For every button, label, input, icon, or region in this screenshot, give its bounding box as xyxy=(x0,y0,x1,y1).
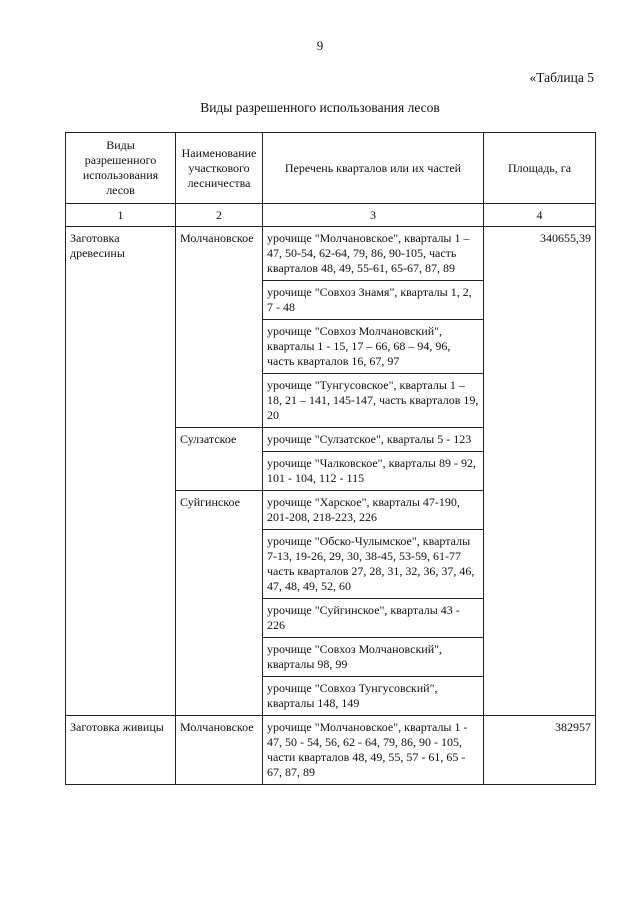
quarters-cell: урочище "Молчановское", кварталы 1 – 47, 50-54, 62-64, 79, 86, 90-105, часть кварталов 48, 49, 55-61, 65-67, 87, 89 xyxy=(263,227,484,281)
quarters-cell: урочище "Обско-Чулымское", кварталы 7-13, 19-26, 29, 30, 38-45, 53-59, 61-77 часть кварталов 27, 28, 31, 32, 36, 37, 46, 47, 48, 49, 52, 60 xyxy=(263,530,484,599)
quarters-cell: урочище "Молчановское", кварталы 1 - 47, 50 - 54, 56, 62 - 64, 79, 86, 90 - 105, части кварталов 48, 49, 55, 57 - 61, 65 - 67, 87, 89 xyxy=(263,716,484,785)
header-forestry: Наименование участкового лесничества xyxy=(176,133,263,204)
forestry-name-cell: Молчановское xyxy=(176,227,263,428)
forestry-name-cell: Молчановское xyxy=(176,716,263,785)
use-type-cell: Заготовка живицы xyxy=(66,716,176,785)
quarters-cell: урочище "Совхоз Молчановский", кварталы 1 - 15, 17 – 66, 68 – 94, 96, часть кварталов 16, 67, 97 xyxy=(263,320,484,374)
quarters-cell: урочище "Харское", кварталы 47-190, 201-208, 218-223, 226 xyxy=(263,491,484,530)
table-row xyxy=(66,716,596,785)
quarters-cell: урочище "Совхоз Молчановский", кварталы 98, 99 xyxy=(263,638,484,677)
quarters-cell: урочище "Сулзатское", кварталы 5 - 123 xyxy=(263,428,484,452)
column-number: 1 xyxy=(66,204,176,227)
forest-use-table xyxy=(65,132,596,785)
column-number: 3 xyxy=(263,204,484,227)
use-type-cell: Заготовка древесины xyxy=(66,227,176,716)
page-number: 9 xyxy=(316,38,324,53)
quarters-cell: урочище "Чалковское", кварталы 89 - 92, 101 - 104, 112 - 115 xyxy=(263,452,484,491)
forestry-name-cell: Сулзатское xyxy=(176,428,263,491)
column-number: 4 xyxy=(484,204,596,227)
header-use-type: Виды разрешенного использования лесов xyxy=(66,133,176,204)
document-title: Виды разрешенного использования лесов xyxy=(200,100,440,115)
quarters-cell: урочище "Совхоз Знамя", кварталы 1, 2, 7 - 48 xyxy=(263,281,484,320)
forestry-name-cell: Суйгинское xyxy=(176,491,263,716)
area-cell: 382957 xyxy=(484,716,596,785)
quarters-cell: урочище "Совхоз Тунгусовский", кварталы 148, 149 xyxy=(263,677,484,716)
header-quarters: Перечень кварталов или их частей xyxy=(263,133,484,204)
column-number: 2 xyxy=(176,204,263,227)
quarters-cell: урочище "Суйгинское", кварталы 43 - 226 xyxy=(263,599,484,638)
column-numbers-row xyxy=(66,204,596,227)
table-body xyxy=(66,227,596,785)
table-label: «Таблица 5 xyxy=(529,70,594,85)
table-row xyxy=(66,227,596,281)
area-cell: 340655,39 xyxy=(484,227,596,716)
quarters-cell: урочище "Тунгусовское", кварталы 1 – 18, 21 – 141, 145-147, часть кварталов 19, 20 xyxy=(263,374,484,428)
header-area: Площадь, га xyxy=(484,133,596,204)
table-header-row xyxy=(66,133,596,204)
